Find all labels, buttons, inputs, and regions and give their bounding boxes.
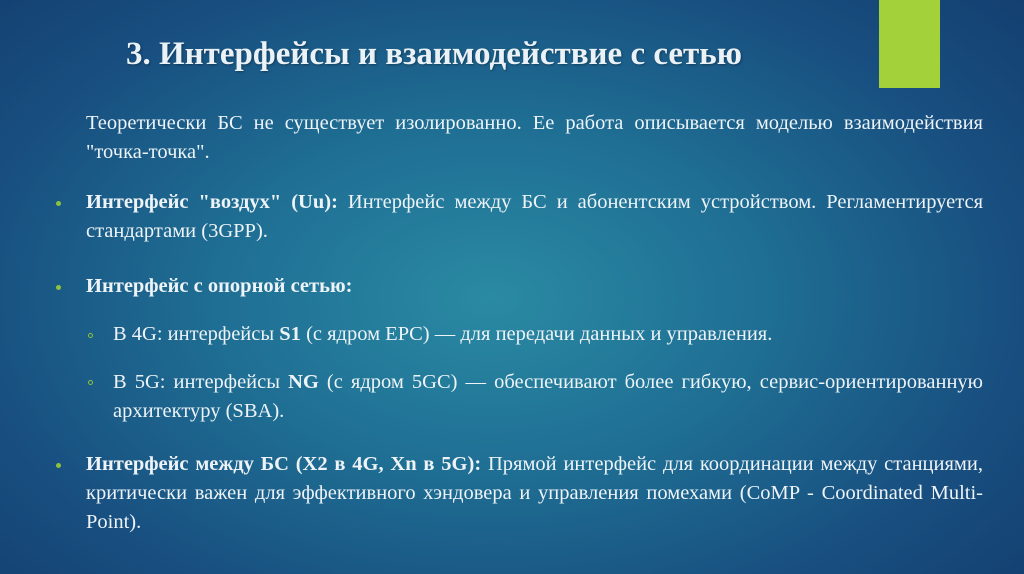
bullet-bold-label: Интерфейс "воздух" (Uu): <box>86 191 338 213</box>
slide-title: 3. Интерфейсы и взаимодействие с сетью <box>126 36 742 72</box>
intro-paragraph: Теоретически БС не существует изолированно. Ее работа описывается моделью взаимодействия "точка-точка". <box>86 112 983 163</box>
bullet-bold-label: Интерфейс с опорной сетью: <box>86 275 353 297</box>
sub-bullet-circle-icon <box>88 380 93 385</box>
bullet-item-bs-interface <box>86 450 983 537</box>
sub-bullet-bold: NG <box>288 371 319 393</box>
bullet-item-air-interface <box>86 188 983 246</box>
bullet-dot-icon <box>56 201 61 206</box>
sub-bullet-item-5g <box>113 368 983 426</box>
bullet-item-core-interface <box>86 272 983 301</box>
bullet-bold-label: Интерфейс между БС (X2 в 4G, Xn в 5G): <box>86 453 482 475</box>
sub-bullet-circle-icon <box>88 333 93 338</box>
bullet-text: Прямой интерфейс для координации между станциями, критически важен для эффективного хэндовера и управления помехами (CoMP - Coordinated Multi-Point). <box>86 453 983 533</box>
bullet-dot-icon <box>56 463 61 468</box>
sub-bullet-pre: В 5G: интерфейсы <box>113 371 289 393</box>
sub-bullet-item-4g <box>113 320 983 349</box>
sub-bullet-pre: В 4G: интерфейсы <box>113 323 280 345</box>
bullet-dot-icon <box>56 285 61 290</box>
sub-bullet-post: (с ядром EPC) — для передачи данных и управления. <box>300 323 773 345</box>
bullet-text: Интерфейс между БС и абонентским устройством. Регламентируется стандартами (3GPP). <box>86 191 983 242</box>
sub-bullet-post: (с ядром 5GC) — обеспечивают более гибкую, сервис-ориентированную архитектуру (SBA). <box>113 371 983 422</box>
sub-bullet-bold: S1 <box>279 323 301 345</box>
